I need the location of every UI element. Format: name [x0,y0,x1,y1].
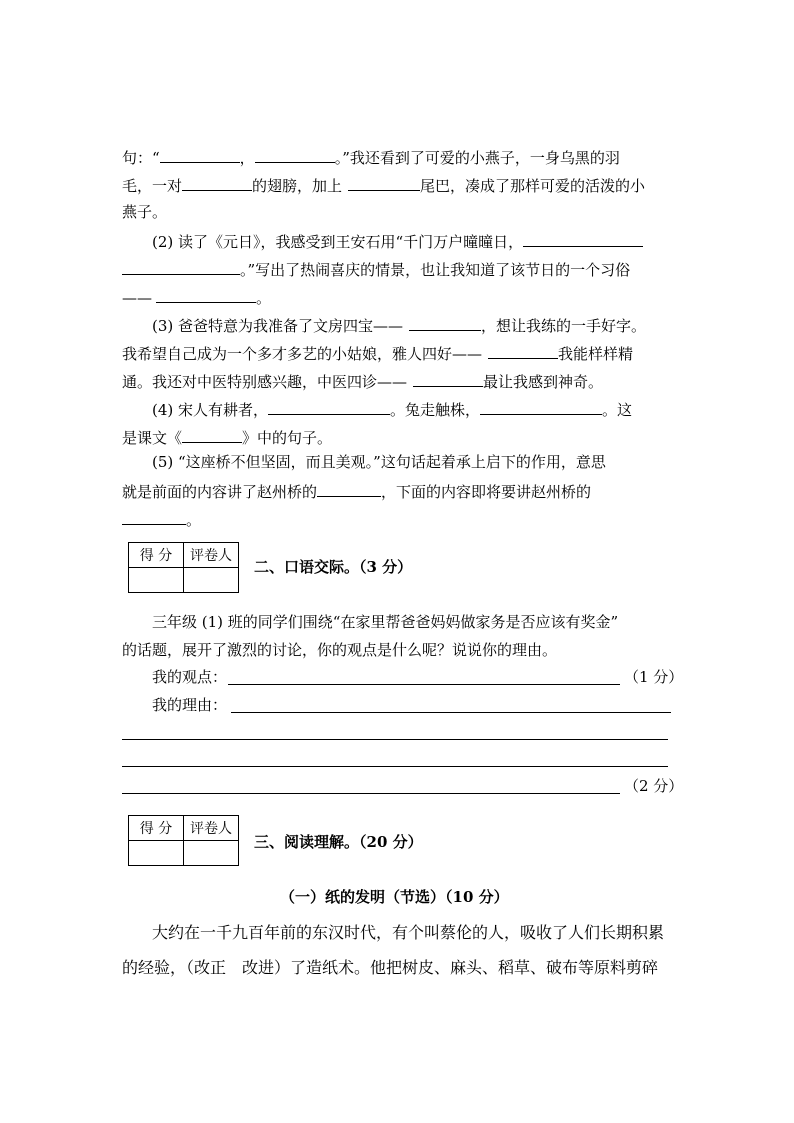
fill-line-3: 燕子。 [122,203,168,221]
passage-line-2: 的经验，（改正 改进）了造纸术。他把树皮、麻头、稻草、破布等原料剪碎 [122,958,659,977]
text: ，想让我练的一手好字。 [481,317,647,335]
text: 。这 [602,401,633,419]
question-4-line-2 [122,426,332,448]
blank [523,230,643,247]
score-cell [129,841,184,866]
text: 我希望自己成为一个多才多艺的小姑娘，雅人四好—— [122,345,483,363]
my-view-points: （1 分） [624,668,684,686]
question-3-line-3 [122,370,603,392]
question-5-line-1: (5) “这座桥不但坚固，而且美观。”这句话起着承上启下的作用，意思 [152,453,606,471]
reason-answer-line-3 [122,766,668,767]
my-view-label: 我的观点： [152,668,228,686]
blank [160,146,240,163]
text: 就是前面的内容讲了赵州桥的 [122,483,318,501]
reason-answer-line-1 [231,712,671,713]
text: 我能样样精 [558,345,634,363]
text: 尾巴，凑成了那样可爱的活泼的小 [420,177,646,195]
blank [348,174,420,191]
reading-passage-title: （一）纸的发明（节选）（10 分） [280,888,509,906]
fill-line-2 [122,174,645,196]
blank [255,146,335,163]
score-label: 得 分 [129,543,184,568]
score-label: 得 分 [129,816,184,841]
text: 。”写出了热闹喜庆的情景，也让我知道了该节日的一个习俗 [240,261,631,279]
text: 句：“ [122,149,160,167]
text: 的翅膀，加上 [252,177,343,195]
blank [480,398,602,415]
question-3-line-2 [122,342,633,364]
question-4-line-1 [152,398,632,420]
blank [409,314,481,331]
question-2-line-1 [152,230,643,252]
blank [122,258,240,275]
text: —— [122,289,152,307]
blank [413,370,483,387]
score-box-section-2 [128,542,239,593]
reason-answer-line-4 [122,793,620,794]
text: 通。我还对中医特别感兴趣，中医四诊—— [122,373,408,391]
text: 最让我感到神奇。 [483,373,604,391]
text: (4) 宋人有耕者， [152,401,269,419]
text: 。兔走触株， [390,401,481,419]
fill-line-1 [122,146,620,168]
blank [317,480,381,497]
my-reason-label: 我的理由： [152,696,228,714]
my-view-answer-line [228,684,620,685]
passage-line-1: 大约在一千九百年前的东汉时代，有个叫蔡伦的人，吸收了人们长期积累 [152,923,665,942]
section-2-paragraph-line-2: 的话题，展开了激烈的讨论，你的观点是什么呢？说说你的理由。 [122,641,558,659]
text: (2) 读了《元日》，我感受到王安石用“千门万户曈曈日， [152,233,524,251]
section-2-title: 二、口语交际。（3 分） [254,558,413,576]
grader-label: 评卷人 [184,816,239,841]
blank [122,508,186,525]
score-cell [129,568,184,593]
question-2-line-3 [122,286,271,308]
question-3-line-1 [152,314,646,336]
question-5-line-3 [122,508,201,530]
text: ， [239,149,255,167]
text: 》中的句子。 [242,429,333,447]
blank [182,426,242,443]
blank [182,174,252,191]
text: 毛，一对 [122,177,183,195]
score-box-section-3 [128,815,239,866]
question-2-line-2 [122,258,630,280]
text: 。 [186,511,202,529]
my-reason-points: （2 分） [624,777,684,795]
text: 。 [256,289,272,307]
reason-answer-line-2 [122,739,668,740]
blank [268,398,390,415]
section-3-title: 三、阅读理解。（20 分） [254,833,423,851]
blank [488,342,558,359]
question-5-line-2 [122,480,591,502]
text: (3) 爸爸特意为我准备了文房四宝—— [152,317,404,335]
text: 是课文《 [122,429,183,447]
grader-cell [184,841,239,866]
grader-label: 评卷人 [184,543,239,568]
text: ，下面的内容即将要讲赵州桥的 [381,483,592,501]
section-2-paragraph-line-1: 三年级 (1) 班的同学们围绕“在家里帮爸爸妈妈做家务是否应该有奖金” [152,613,619,631]
text: 。”我还看到了可爱的小燕子，一身乌黑的羽 [334,149,620,167]
grader-cell [184,568,239,593]
blank [156,286,256,303]
